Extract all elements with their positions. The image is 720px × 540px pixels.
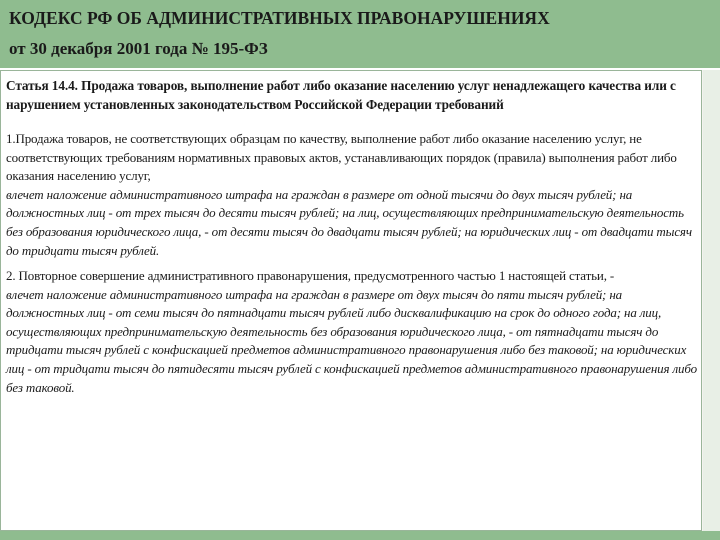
paragraph-1-penalty: влечет наложение административного штрафа на граждан в размере от одной тысячи до двух тысяч рублей; на должностных лиц - от трех тысяч до десяти тысяч рублей; на лиц, осуществляющих предпринимательскую деятельность без образования юридического лица, - от десяти тысяч до двадцати тысяч рублей; на юридических лиц - от двадцати тысяч до тридцати тысяч рублей. bbox=[6, 186, 692, 258]
paragraph-1 bbox=[6, 130, 698, 260]
bottom-bar bbox=[0, 531, 720, 540]
slide-header bbox=[0, 0, 720, 70]
side-band bbox=[703, 70, 720, 531]
paragraph-2-text: 2. Повторное совершение административного правонарушения, предусмотренного частью 1 настоящей статьи, - bbox=[6, 268, 615, 283]
article-heading: Статья 14.4. Продажа товаров, выполнение работ либо оказание населению услуг ненадлежащего качества или с нарушением установленных законодательством Российской Федерации требований bbox=[6, 78, 676, 112]
code-date-subtitle: от 30 декабря 2001 года № 195-ФЗ bbox=[9, 39, 268, 58]
paragraph-2-penalty: влечет наложение административного штрафа на граждан в размере от двух тысяч до пяти тысяч рублей; на должностных лиц - от семи тысяч до пятнадцати тысяч рублей либо дисквалификацию на срок до одного года; на лиц, осуществляющих предпринимательскую деятельность без образования юридического лица, - от пятнадцати тысяч до тридцати тысяч рублей с конфискацией предметов административного правонарушения либо без таковой; на юридических лиц - от тридцати тысяч до пятидесяти тысяч рублей с конфискацией предметов административного правонарушения либо без таковой. bbox=[6, 286, 697, 395]
paragraph-2 bbox=[6, 267, 698, 397]
paragraph-1-text: 1.Продажа товаров, не соответствующих образцам по качеству, выполнение работ либо оказание населению услуг, не соответствующих требованиям нормативных правовых актов, устанавливающих порядок (правила) выполнения работ либо оказания населению услуг, bbox=[6, 131, 677, 184]
code-title: КОДЕКС РФ ОБ АДМИНИСТРАТИВНЫХ ПРАВОНАРУШЕНИЯХ bbox=[9, 8, 550, 28]
